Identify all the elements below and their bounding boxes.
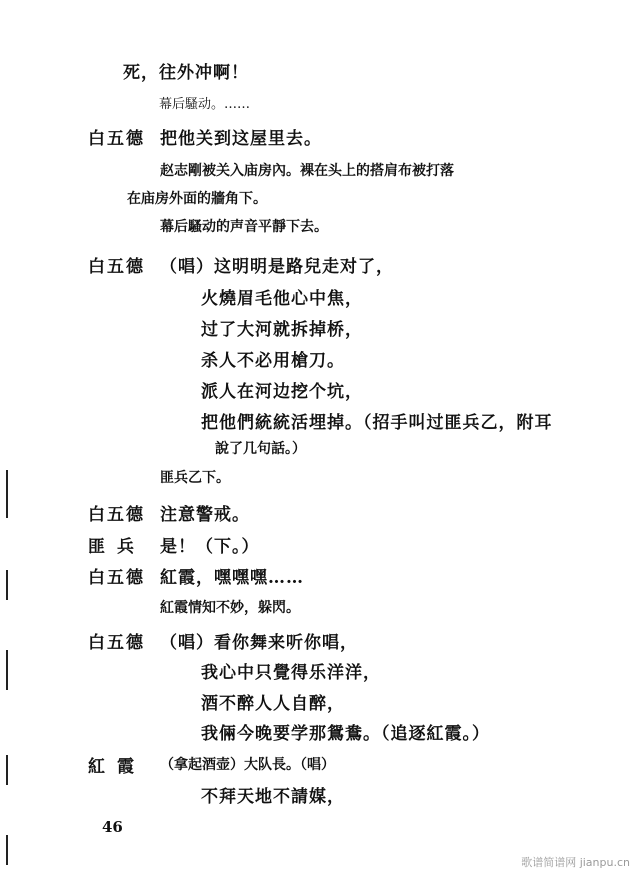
song-line: 我心中只覺得乐洋洋， [201,663,381,683]
stage-direction-3: 幕后騷动的声音平靜下去。 [160,219,328,235]
page-number: 46 [102,818,123,836]
song-line: 火燒眉毛他心中焦， [201,289,363,309]
stage-direction-cont: 說了几句話。） [215,441,306,457]
speaker-bai-wude: 白五德 [88,568,145,588]
scan-mark [6,835,8,865]
line-1: 死，往外冲啊！ [123,63,249,83]
watermark: 歌谱简谱网 jianpu.cn [521,856,630,869]
dialogue-line: 紅霞，嘿嘿嘿…… [160,568,304,588]
dialogue-line: （拿起酒壶）大队長。（唱） [160,757,335,773]
dialogue-line: 注意警戒。 [160,505,250,525]
song-line: 不拜天地不請媒， [201,787,345,807]
song-line: （唱）这明明是路兒走对了， [160,257,394,277]
stage-direction-2: 赵志剛被关入庙房內。裸在头上的搭肩布被打落 [160,163,454,179]
stage-direction-1: 幕后騷动。…… [159,97,251,112]
dialogue-line: 把他关到这屋里去。 [160,129,322,149]
speaker-bai-wude: 白五德 [88,633,145,653]
scan-mark [6,650,8,690]
dialogue-line: 是！（下。） [160,537,260,557]
speaker-bai-wude: 白五德 [88,129,145,149]
song-line: 过了大河就拆掉桥， [201,320,363,340]
song-line: 我倆今晚要学那鴛鴦。（追逐紅霞。） [201,724,490,744]
song-line: 杀人不必用槍刀。 [201,351,345,371]
scan-mark [6,470,8,518]
song-line: 酒不醉人人自醉， [201,694,345,714]
speaker-hong-xia: 紅霞 [88,757,146,777]
speaker-bai-wude: 白五德 [88,257,145,277]
stage-direction-2-cont: 在庙房外面的牆角下。 [127,191,267,207]
stage-direction-4: 匪兵乙下。 [160,470,230,486]
song-line: （唱）看你舞来听你唱， [160,633,358,653]
scan-mark [6,755,8,785]
scan-mark [6,570,8,600]
stage-direction-5: 紅霞情知不妙，躲閃。 [160,600,300,616]
speaker-bai-wude: 白五德 [88,505,145,525]
song-line: 把他們統統活埋掉。（招手叫过匪兵乙，附耳 [201,413,553,433]
song-line: 派人在河边挖个坑， [201,382,363,402]
speaker-bandit: 匪兵 [88,537,146,557]
